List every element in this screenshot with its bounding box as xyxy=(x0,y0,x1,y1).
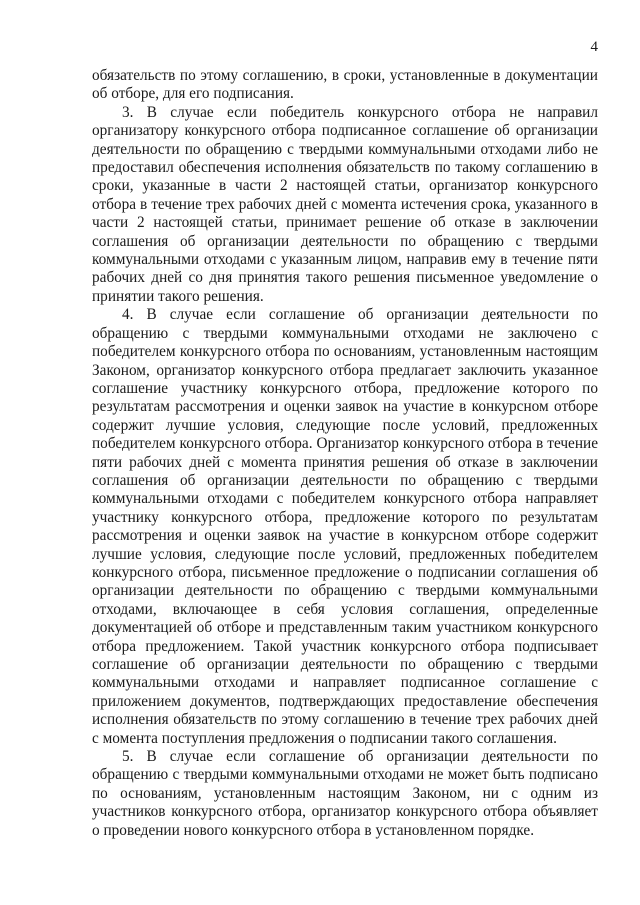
paragraph-clause-3: 3. В случае если победитель конкурсного отбора не направил организатору конкурсного отбора подписанное соглашение об организации деятельности по обращению с твердыми коммунальными отходами либо не предоставил обеспечения исполнения обязательств по такому соглашению в сроки, указанные в части 2 настоящей статьи, организатор конкурсного отбора в течение трех рабочих дней с момента истечения срока, указанного в части 2 настоящей статьи, принимает решение об отказе в заключении соглашения об организации деятельности по обращению с твердыми коммунальными отходами с указанным лицом, направив ему в течение пяти рабочих дней со дня принятия такого решения письменное уведомление о принятии такого решения. xyxy=(92,103,598,305)
paragraph-clause-4: 4. В случае если соглашение об организации деятельности по обращению с твердыми коммунальными отходами не заключено с победителем конкурсного отбора по основаниям, установленным настоящим Законом, организатор конкурсного отбора предлагает заключить указанное соглашение участнику конкурсного отбора, предложение которого по результатам рассмотрения и оценки заявок на участие в конкурсном отборе содержит лучшие условия, следующие после условий, предложенных победителем конкурсного отбора. Организатор конкурсного отбора в течение пяти рабочих дней с момента принятия решения об отказе в заключении соглашения об организации деятельности по обращению с твердыми коммунальными отходами с победителем конкурсного отбора направляет участнику конкурсного отбора, предложение которого по результатам рассмотрения и оценки заявок на участие в конкурсном отборе содержит лучшие условия, следующие после условий, предложенных победителем конкурсного отбора, письменное предложение о подписании соглашения об организации деятельности по обращению с твердыми коммунальными отходами, включающее в себя условия соглашения, определенные документацией об отборе и представленным таким участником конкурсного отбора предложением. Такой участник конкурсного отбора подписывает соглашение об организации деятельности по обращению с твердыми коммунальными отходами и направляет подписанное соглашение с приложением документов, подтверждающих предоставление обеспечения исполнения обязательств по этому соглашению в течение трех рабочих дней с момента поступления предложения о подписании такого соглашения. xyxy=(92,306,598,747)
document-body xyxy=(92,67,598,840)
paragraph-clause-5: 5. В случае если соглашение об организации деятельности по обращению с твердыми коммунальными отходами не может быть подписано по основаниям, установленным настоящим Законом, ни с одним из участников конкурсного отбора, организатор конкурсного отбора объявляет о проведении нового конкурсного отбора в установленном порядке. xyxy=(92,748,598,839)
page-number: 4 xyxy=(590,39,598,55)
paragraph-continuation: обязательств по этому соглашению, в сроки, установленные в документации об отборе, для его подписания. xyxy=(92,67,598,103)
